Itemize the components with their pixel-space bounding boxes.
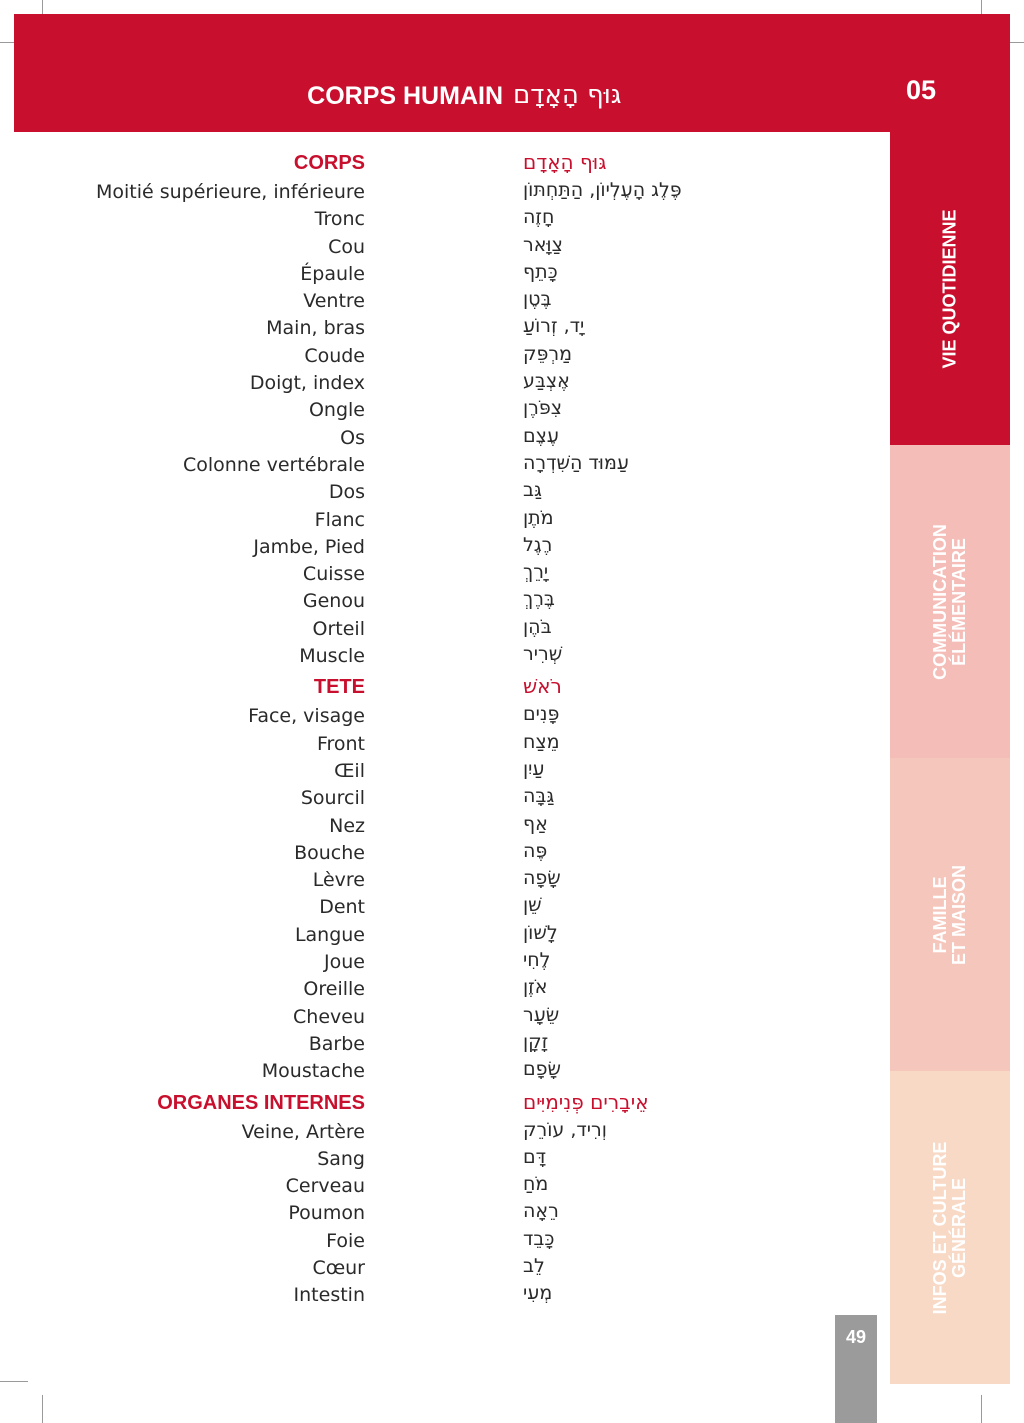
vocab-french: Genou: [302, 590, 365, 613]
section-heading-he: רֹאשׁ: [523, 674, 562, 699]
vocab-french: Moitié supérieure, inférieure: [95, 181, 365, 203]
vocab-row: [0, 1146, 880, 1173]
side-tab-label: [941, 209, 960, 368]
vocab-row: [0, 1031, 880, 1058]
vocab-row: [0, 758, 880, 785]
side-tab-label: [931, 1141, 969, 1314]
vocab-hebrew: אֶצְבַּע: [523, 370, 570, 393]
side-tab-1[interactable]: [890, 445, 1010, 758]
vocab-french: Front: [316, 732, 365, 755]
section-heading: [0, 150, 880, 179]
vocab-row: [0, 315, 880, 342]
vocab-row: [0, 1282, 880, 1309]
vocab-french: Jambe, Pied: [253, 535, 365, 558]
crop-mark: [42, 1395, 43, 1423]
page-title: CORPS HUMAIN: [307, 82, 503, 110]
vocab-row: [0, 894, 880, 921]
section-heading-fr: ORGANES INTERNES: [157, 1091, 365, 1114]
vocab-hebrew: לֶחִי: [523, 949, 551, 972]
vocab-french: Cheveu: [293, 1005, 365, 1028]
vocab-french: Dos: [328, 481, 365, 504]
vocab-row: [0, 785, 880, 812]
vocab-row: [0, 479, 880, 506]
vocab-french: Lèvre: [312, 869, 365, 892]
vocab-french: Ongle: [308, 399, 365, 422]
side-tab-0[interactable]: [890, 132, 1010, 445]
vocab-french: Langue: [294, 923, 365, 946]
vocab-row: [0, 1058, 880, 1085]
vocab-row: [0, 370, 880, 397]
vocab-french: Main, bras: [266, 317, 365, 340]
section-heading-fr: TETE: [313, 676, 365, 699]
side-tab-label-line: ET MAISON: [949, 864, 969, 965]
vocab-hebrew: וְרִיד, עוֹרֵק: [523, 1118, 607, 1141]
vocab-french: Foie: [326, 1229, 365, 1252]
vocab-hebrew: שֵׂעָר: [523, 1003, 560, 1026]
vocab-row: [0, 840, 880, 867]
page-title-hebrew: גּוּף הָאָדָם: [513, 80, 622, 110]
vocab-hebrew: פָּנִים: [523, 703, 560, 726]
vocab-row: [0, 703, 880, 730]
vocab-french: Cou: [328, 235, 365, 258]
vocab-french: Œil: [334, 759, 365, 782]
side-tab-label-line: INFOS ET CULTURE: [930, 1141, 950, 1314]
vocab-french: Sourcil: [300, 787, 365, 810]
vocab-hebrew: עֶצֶם: [523, 424, 559, 447]
vocab-french: Bouche: [294, 841, 365, 864]
vocab-hebrew: כָּבֵד: [523, 1227, 555, 1250]
vocab-hebrew: דָּם: [523, 1145, 546, 1168]
vocab-row: [0, 867, 880, 894]
vocab-row: [0, 643, 880, 670]
vocab-row: [0, 949, 880, 976]
vocab-french: Ventre: [303, 290, 365, 313]
vocab-hebrew: רֶגֶל: [523, 533, 553, 556]
vocab-hebrew: מֵצַח: [523, 730, 560, 753]
section-heading: [0, 1090, 880, 1119]
vocab-hebrew: בֹּהֶן: [523, 615, 552, 638]
vocab-row: [0, 561, 880, 588]
vocab-hebrew: שָׂפָם: [523, 1058, 561, 1081]
vocab-hebrew: אֹזֶן: [523, 976, 548, 999]
vocab-row: [0, 976, 880, 1003]
section-heading-fr: CORPS: [293, 152, 365, 174]
vocab-hebrew: צַוָּאר: [523, 233, 563, 256]
vocab-row: [0, 343, 880, 370]
side-tab-label-line: VIE QUOTIDIENNE: [939, 208, 960, 369]
vocab-hebrew: פֶּה: [523, 839, 548, 862]
side-tab-label: [931, 864, 969, 964]
vocab-row: [0, 179, 880, 206]
vocab-row: [0, 616, 880, 643]
vocab-row: [0, 731, 880, 758]
vocab-row: [0, 1200, 880, 1227]
vocab-hebrew: לֵב: [523, 1254, 545, 1277]
vocab-french: Coude: [304, 344, 365, 367]
vocab-french: Sang: [317, 1147, 365, 1170]
page-number: 49: [835, 1315, 877, 1423]
vocab-hebrew: שְׁרִיר: [523, 643, 563, 666]
vocab-hebrew: מֹתֶן: [523, 506, 554, 529]
side-tab-label: [931, 524, 969, 680]
vocab-hebrew: גַּבָּה: [523, 785, 555, 808]
vocab-french: Oreille: [303, 978, 365, 1001]
vocab-row: [0, 922, 880, 949]
vocab-row: [0, 588, 880, 615]
vocab-french: Moustache: [261, 1060, 365, 1083]
vocab-french: Nez: [329, 814, 365, 837]
chapter-header: [14, 14, 1010, 132]
vocab-french: Os: [340, 426, 365, 449]
section-heading-he: אֵיבָרִים פְּנִימִיִּים: [523, 1089, 649, 1114]
vocab-french: Épaule: [300, 262, 365, 285]
vocab-hebrew: זָקָן: [523, 1030, 549, 1053]
vocab-french: Flanc: [314, 508, 365, 531]
chapter-number: 05: [906, 75, 937, 105]
vocab-hebrew: שָׂפָה: [523, 867, 561, 890]
side-tab-label-line: GÉNÉRALE: [949, 1177, 969, 1278]
side-tab-label-line: COMMUNICATION: [930, 523, 950, 680]
vocab-french: Veine, Artère: [241, 1120, 365, 1143]
vocab-hebrew: שֵׁן: [523, 894, 542, 917]
vocab-hebrew: צִפֹּרֶן: [523, 397, 563, 420]
side-tab-2[interactable]: [890, 758, 1010, 1071]
vocab-row: [0, 1228, 880, 1255]
vocab-french: Poumon: [288, 1202, 365, 1225]
vocab-french: Cœur: [312, 1256, 365, 1279]
vocab-hebrew: לָשׁוֹן: [523, 921, 558, 944]
vocab-row: [0, 425, 880, 452]
vocab-row: [0, 1173, 880, 1200]
vocabulary-list: [0, 150, 880, 1310]
vocab-french: Intestin: [293, 1284, 365, 1307]
vocab-hebrew: מֹחַ: [523, 1173, 549, 1196]
vocab-french: Cerveau: [285, 1175, 365, 1198]
vocab-hebrew: גַּב: [523, 479, 542, 502]
vocab-row: [0, 1004, 880, 1031]
vocab-hebrew: מַרְפֵּק: [523, 342, 572, 365]
vocab-hebrew: בֶּרֶךְ: [523, 588, 555, 611]
side-tab-3[interactable]: [890, 1071, 1010, 1384]
vocab-hebrew: עַמּוּד הַשִּׁדְרָה: [523, 451, 629, 474]
vocab-hebrew: חָזֶה: [523, 206, 555, 229]
crop-mark: [981, 1395, 982, 1423]
vocab-french: Doigt, index: [249, 372, 365, 395]
vocab-french: Cuisse: [302, 563, 365, 586]
vocab-row: [0, 1255, 880, 1282]
vocab-row: [0, 288, 880, 315]
vocab-row: [0, 234, 880, 261]
section-heading: [0, 674, 880, 703]
vocab-hebrew: עַיִן: [523, 757, 545, 780]
vocab-hebrew: בֶּטֶן: [523, 288, 552, 311]
vocab-row: [0, 397, 880, 424]
vocab-row: [0, 813, 880, 840]
section-heading-he: גּוּף הָאָדָם: [523, 150, 607, 174]
vocab-row: [0, 261, 880, 288]
vocab-hebrew: רֵאָה: [523, 1200, 559, 1223]
vocab-row: [0, 507, 880, 534]
vocab-row: [0, 1119, 880, 1146]
vocab-row: [0, 206, 880, 233]
vocab-french: Tronc: [314, 208, 365, 231]
vocab-row: [0, 452, 880, 479]
vocab-french: Face, visage: [248, 705, 365, 728]
vocab-hebrew: פֶּלֶג הָעֶלְיוֹן, הַתַּחְתּוֹן: [523, 179, 682, 201]
vocab-french: Joue: [324, 951, 365, 974]
vocab-french: Muscle: [299, 645, 365, 668]
vocab-hebrew: כָּתֵף: [523, 260, 558, 283]
vocab-hebrew: יָרֵךְ: [523, 561, 549, 584]
vocab-hebrew: יָד, זְרוֹעַ: [523, 315, 585, 338]
vocab-french: Barbe: [308, 1032, 365, 1055]
crop-mark: [0, 1381, 28, 1382]
vocab-french: Colonne vertébrale: [183, 453, 365, 476]
side-tab-label-line: ÉLÉMENTAIRE: [949, 537, 969, 666]
vocab-hebrew: אַף: [523, 812, 548, 835]
vocab-french: Orteil: [312, 617, 365, 640]
side-tab-label-line: FAMILLE: [930, 876, 950, 954]
vocab-hebrew: מְעִי: [523, 1282, 553, 1305]
vocab-row: [0, 534, 880, 561]
vocab-french: Dent: [319, 896, 365, 919]
